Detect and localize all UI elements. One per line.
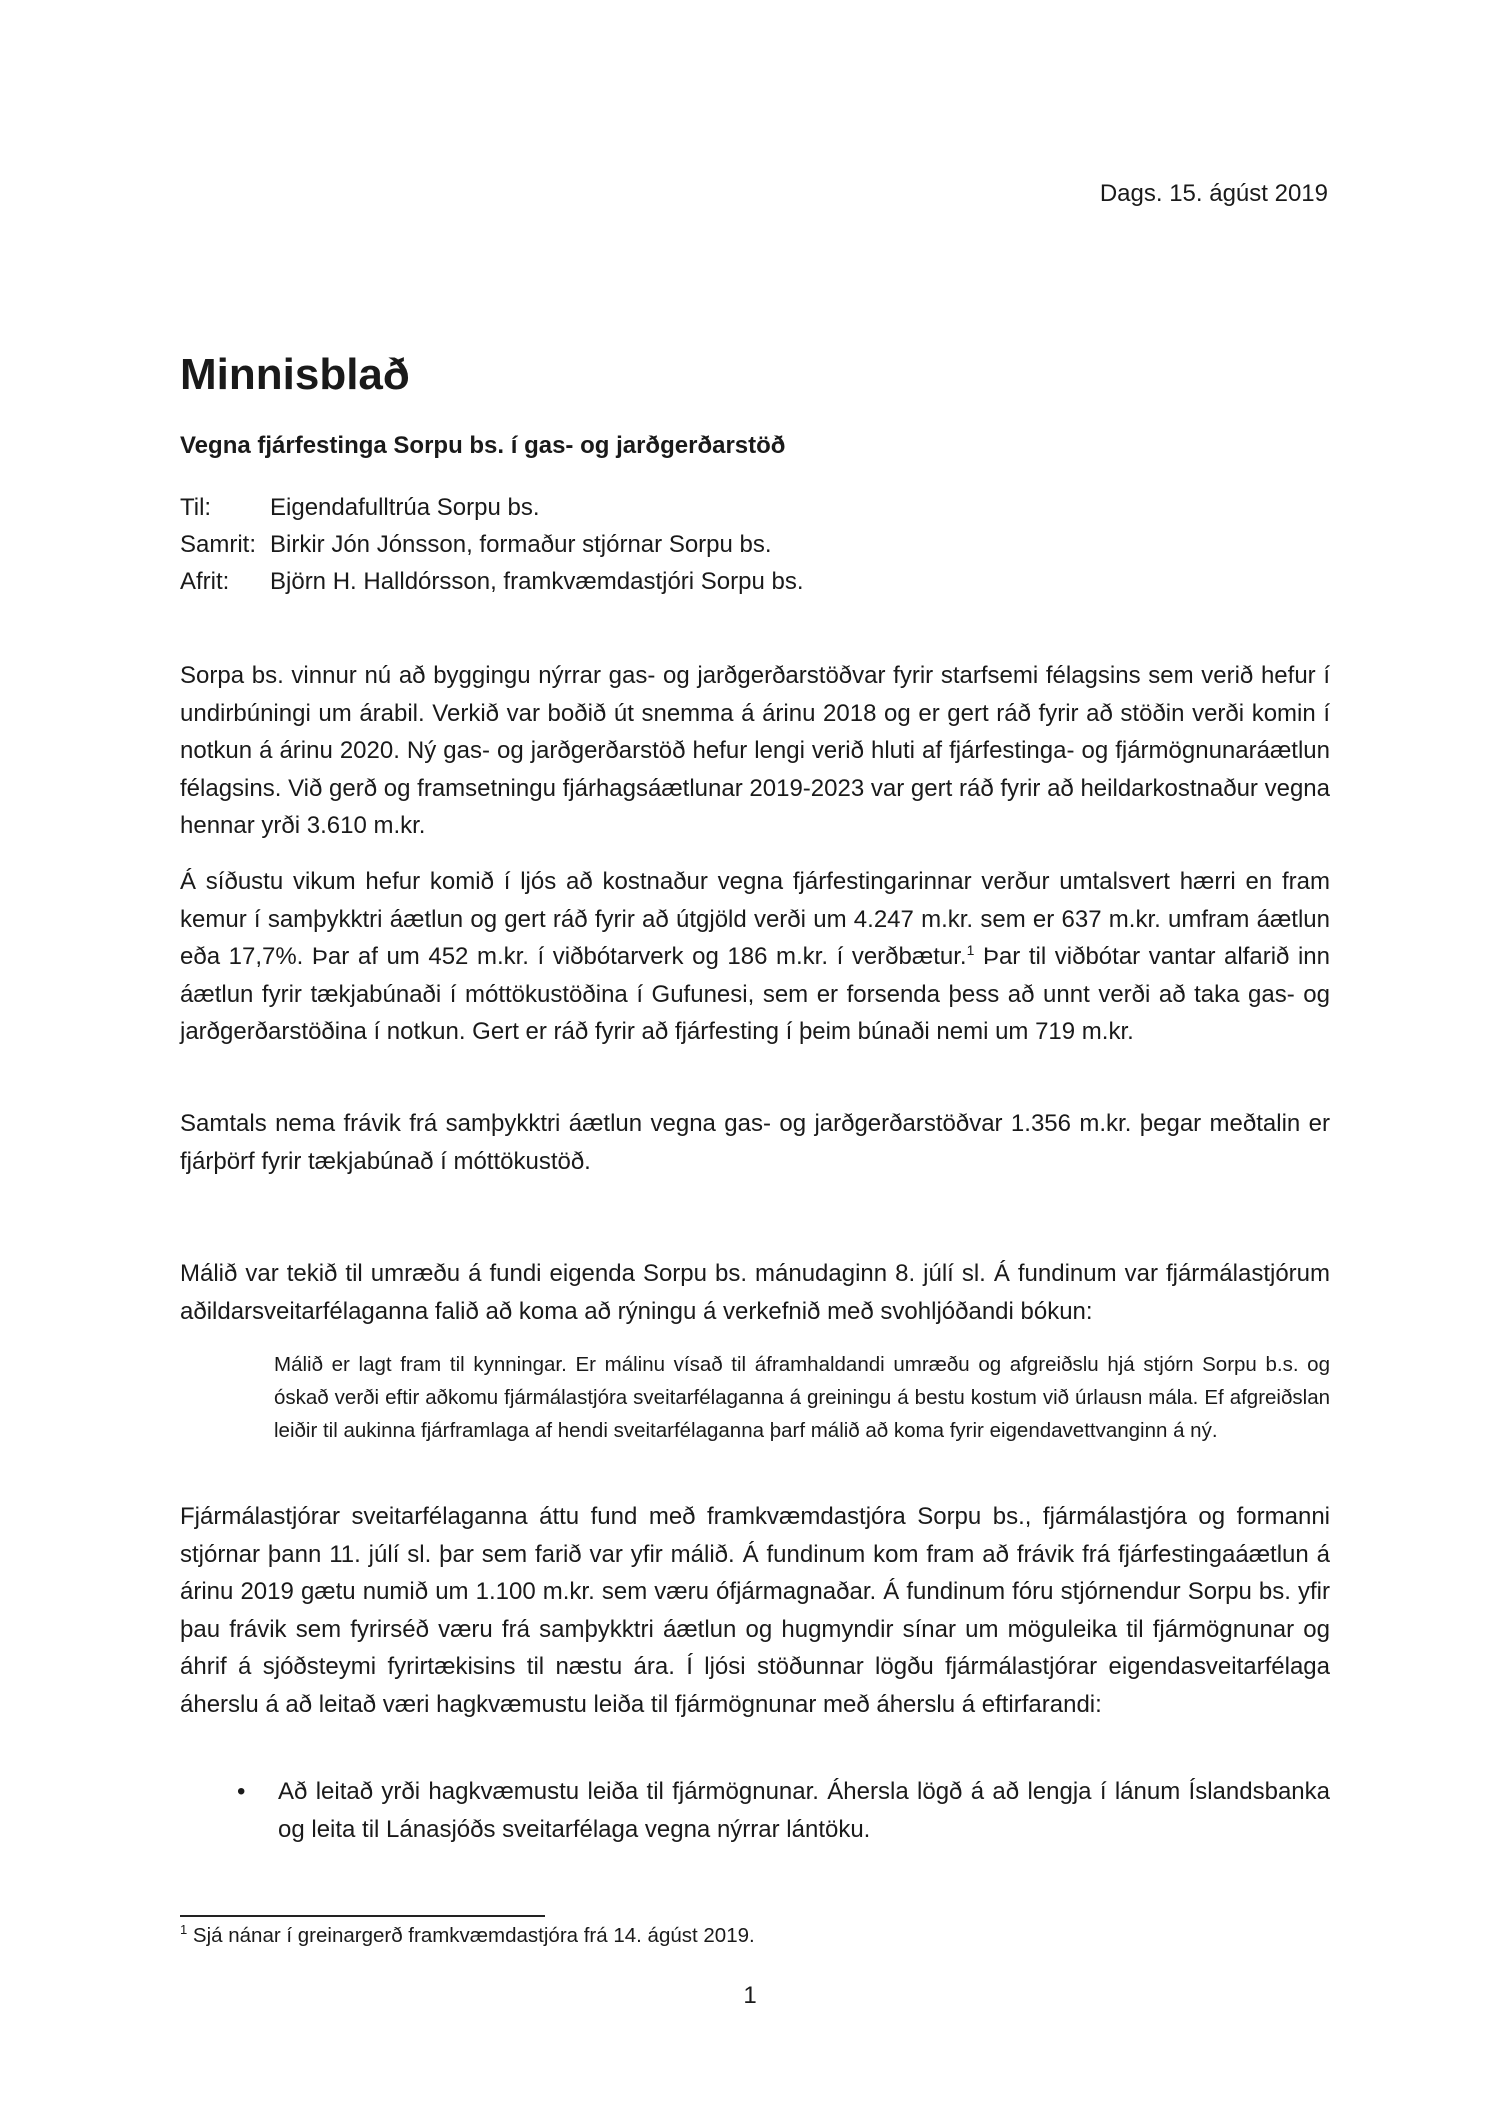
footnote-text: Sjá nánar í greinargerð framkvæmdastjóra frá 14. ágúst 2019. — [187, 1924, 755, 1947]
document-title: Minnisblað — [180, 350, 410, 399]
paragraph-5: Fjármálastjórar sveitarfélaganna áttu fund með framkvæmdastjóra Sorpu bs., fjármálastjóra og formanni stjórnar þann 11. júlí sl. þar sem farið var yfir málið. Á fundinum kom fram að frávik frá fjárfestingaáætlun á árinu 2019 gætu numið um 1.100 m.kr. sem væru ófjármagnaðar. Á fundinum fóru stjórnendur Sorpu bs. yfir þau frávik sem fyrirséð væru frá samþykktri áætlun og hugmyndir sínar um möguleika til fjármögnunar og áhrif á sjóðsteymi fyrirtækisins til næstu ára. Í ljósi stöðunnar lögðu fjármálastjórar eigendasveitarfélaga áherslu á að leitað væri hagkvæmustu leiða til fjármögnunar með áherslu á eftirfarandi: — [180, 1503, 1330, 1718]
bullet-icon: • — [237, 1778, 246, 1805]
bullet-list — [180, 1773, 1330, 1848]
footnote-divider — [180, 1915, 545, 1917]
routing-value: Björn H. Halldórsson, framkvæmdastjóri Sorpu bs. — [270, 568, 804, 595]
routing-label: Afrit: — [180, 568, 230, 595]
paragraph-2 — [180, 863, 1330, 1051]
paragraph-2-part-b: Þar til viðbótar vantar alfarið inn áætlun fyrir tækjabúnaði í móttökustöðina í Gufunesi, sem er forsenda þess að unnt verði að taka gas- og jarðgerðarstöðina í notkun. Gert er ráð fyrir að fjárfesting í þeim búnaði nemi um 719 m.kr. — [180, 943, 1330, 1045]
footnote — [180, 1924, 755, 1948]
paragraph-2-part-a: Á síðustu vikum hefur komið í ljós að kostnaður vegna fjárfestingarinnar verður umtalsvert hærri en fram kemur í samþykktri áætlun og gert ráð fyrir að útgjöld verði um 4.247 m.kr. sem er 637 m.kr. umfram áætlun eða 17,7%. Þar af um 452 m.kr. í viðbótarverk og 186 m.kr. í verðbætur. — [180, 868, 1330, 970]
routing-row-afrit — [180, 563, 804, 600]
footnote-ref[interactable]: 1 — [966, 942, 975, 958]
document-date: Dags. 15. ágúst 2019 — [1099, 180, 1328, 207]
routing-label: Samrit: — [180, 531, 257, 558]
routing-value: Eigendafulltrúa Sorpu bs. — [270, 494, 540, 521]
quoted-resolution: Málið er lagt fram til kynningar. Er málinu vísað til áframhaldandi umræðu og afgreiðslu hjá stjórn Sorpu b.s. og óskað verði eftir aðkomu fjármálastjóra sveitarfélaganna á greiningu á bestu kostum við úrlausn mála. Ef afgreiðslan leiðir til aukinna fjárframlaga af hendi sveitarfélaganna þarf málið að koma fyrir eigendavettvanginn á ný. — [274, 1353, 1330, 1442]
routing-row-to — [180, 489, 804, 526]
page-number: 1 — [743, 1982, 757, 2009]
paragraph-3: Samtals nema frávik frá samþykktri áætlun vegna gas- og jarðgerðarstöðvar 1.356 m.kr. þegar meðtalin er fjárþörf fyrir tækjabúnað í móttökustöð. — [180, 1110, 1330, 1175]
routing-label: Til: — [180, 494, 212, 521]
routing-row-copy — [180, 526, 804, 563]
bullet-text: Að leitað yrði hagkvæmustu leiða til fjármögnunar. Áhersla lögð á að lengja í lánum Íslandsbanka og leita til Lánasjóðs sveitarfélaga vegna nýrrar lántöku. — [278, 1778, 1330, 1843]
routing-block — [180, 489, 804, 600]
list-item — [180, 1773, 1330, 1848]
routing-value: Birkir Jón Jónsson, formaður stjórnar Sorpu bs. — [270, 531, 772, 558]
paragraph-4: Málið var tekið til umræðu á fundi eigenda Sorpu bs. mánudaginn 8. júlí sl. Á fundinum var fjármálastjórum aðildarsveitarfélaganna falið að koma að rýningu á verkefnið með svohljóðandi bókun: — [180, 1260, 1330, 1325]
footnote-marker: 1 — [180, 1922, 188, 1938]
document-subtitle: Vegna fjárfestinga Sorpu bs. í gas- og jarðgerðarstöð — [180, 432, 786, 459]
paragraph-1: Sorpa bs. vinnur nú að byggingu nýrrar gas- og jarðgerðarstöðvar fyrir starfsemi félagsins sem verið hefur í undirbúningi um árabil. Verkið var boðið út snemma á árinu 2018 og er gert ráð fyrir að stöðin verði komin í notkun á árinu 2020. Ný gas- og jarðgerðarstöð hefur lengi verið hluti af fjárfestinga- og fjármögnunaráætlun félagsins. Við gerð og framsetningu fjárhagsáætlunar 2019-2023 var gert ráð fyrir að heildarkostnaður vegna hennar yrði 3.610 m.kr. — [180, 662, 1330, 839]
